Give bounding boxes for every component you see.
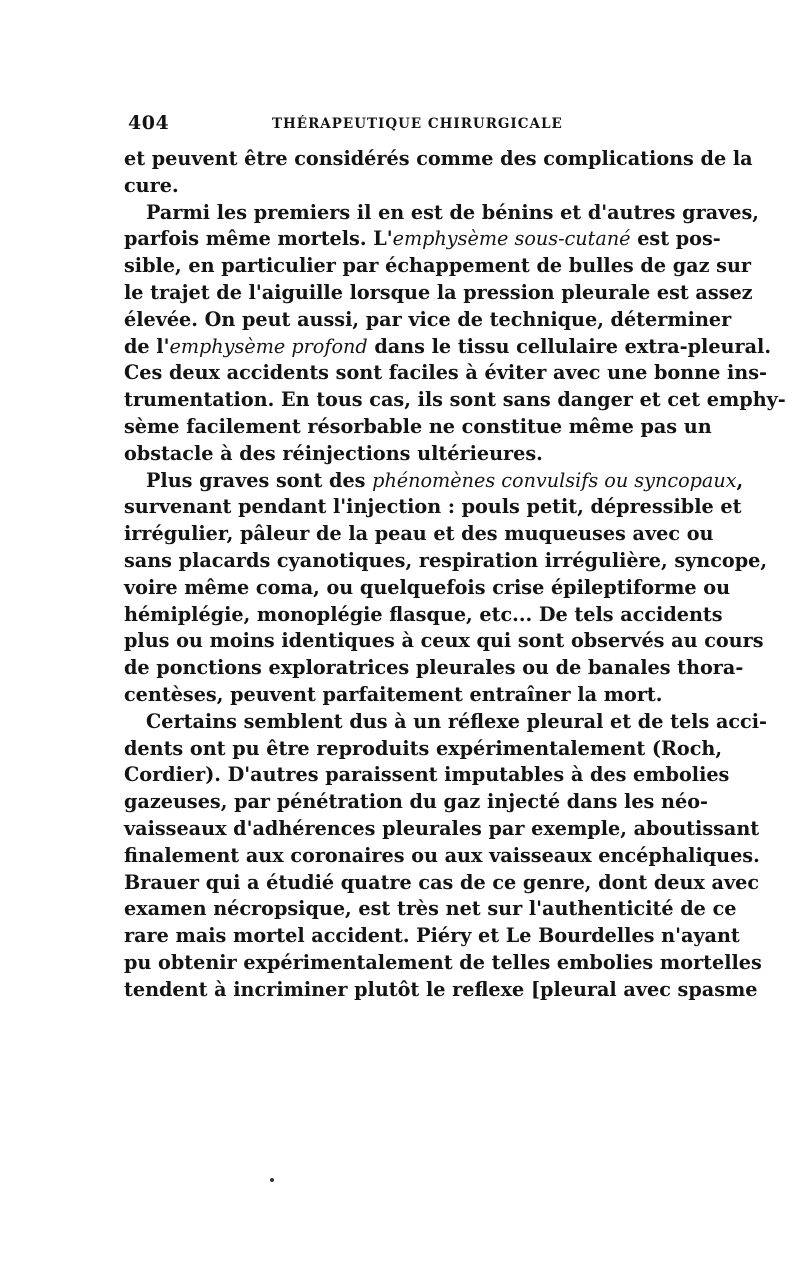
page-number: 404 (128, 112, 170, 134)
text-line: irrégulier, pâleur de la peau et des muqueuses avec ou (124, 522, 714, 546)
italic-term: emphysème sous-cutané (392, 227, 631, 251)
text-line: Ces deux accidents sont faciles à éviter avec une bonne ins- (124, 361, 767, 385)
text-line: finalement aux coronaires ou aux vaisseaux encéphaliques. (124, 843, 760, 867)
text-line: plus ou moins identiques à ceux qui sont observés au cours (124, 629, 764, 653)
italic-term: emphysème profond (169, 334, 368, 358)
text-line: Plus graves sont des phénomènes convulsifs ou syncopaux, (146, 468, 744, 492)
text-line: voire même coma, ou quelquefois crise épileptiforme ou (124, 575, 731, 599)
text-line: gazeuses, par pénétration du gaz injecté dans les néo- (124, 790, 708, 814)
text-line: survenant pendant l'injection : pouls petit, dépressible et (124, 495, 742, 519)
text-line: centèses, peuvent parfaitement entraîner la mort. (124, 682, 663, 706)
text-line: pu obtenir expérimentalement de telles embolies mortelles (124, 950, 762, 974)
text-line: rare mais mortel accident. Piéry et Le Bourdelles n'ayant (124, 924, 740, 948)
text-line: vaisseaux d'adhérences pleurales par exemple, aboutissant (124, 816, 760, 840)
text-line: sème facilement résorbable ne constitue même pas un (124, 414, 712, 438)
paragraph (124, 200, 786, 468)
print-speck (270, 1178, 274, 1182)
text-line: trumentation. En tous cas, ils sont sans danger et cet emphy- (124, 388, 786, 412)
page-header (128, 112, 680, 140)
paragraph (124, 146, 753, 200)
text-line: et peuvent être considérés comme des complications de la (124, 147, 753, 170)
text-line: élevée. On peut aussi, par vice de technique, déterminer (124, 307, 732, 331)
text-line: hémiplégie, monoplégie flasque, etc... De tels accidents (124, 602, 723, 626)
running-title: THÉRAPEUTIQUE CHIRURGICALE (272, 116, 563, 132)
body-text (124, 146, 786, 1004)
text-line: Parmi les premiers il en est de bénins et d'autres graves, (146, 200, 759, 224)
paragraph (124, 709, 767, 1004)
text-line: le trajet de l'aiguille lorsque la pression pleurale est assez (124, 280, 753, 304)
text-line: dents ont pu être reproduits expérimentalement (Roch, (124, 736, 723, 760)
paragraph (124, 468, 768, 709)
text-line: de l'emphysème profond dans le tissu cellulaire extra-pleural. (124, 334, 771, 358)
text-line: sans placards cyanotiques, respiration irrégulière, syncope, (124, 548, 768, 572)
italic-term: phénomènes convulsifs ou syncopaux (372, 468, 737, 492)
text-line: parfois même mortels. L'emphysème sous-cutané est pos- (124, 227, 721, 251)
text-line: cure. (124, 173, 179, 197)
text-line: Cordier). D'autres paraissent imputables à des embolies (124, 763, 730, 787)
text-line: Brauer qui a étudié quatre cas de ce genre, dont deux avec (124, 870, 760, 894)
text-line: examen nécropsique, est très net sur l'authenticité de ce (124, 897, 737, 921)
text-line: Certains semblent dus à un réflexe pleural et de tels acci- (146, 709, 767, 733)
text-line: sible, en particulier par échappement de bulles de gaz sur (124, 254, 752, 278)
text-line: tendent à incriminer plutôt le reflexe [pleural avec spasme (124, 977, 758, 1001)
text-line: obstacle à des réinjections ultérieures. (124, 441, 543, 465)
text-line: de ponctions exploratrices pleurales ou de banales thora- (124, 656, 744, 680)
